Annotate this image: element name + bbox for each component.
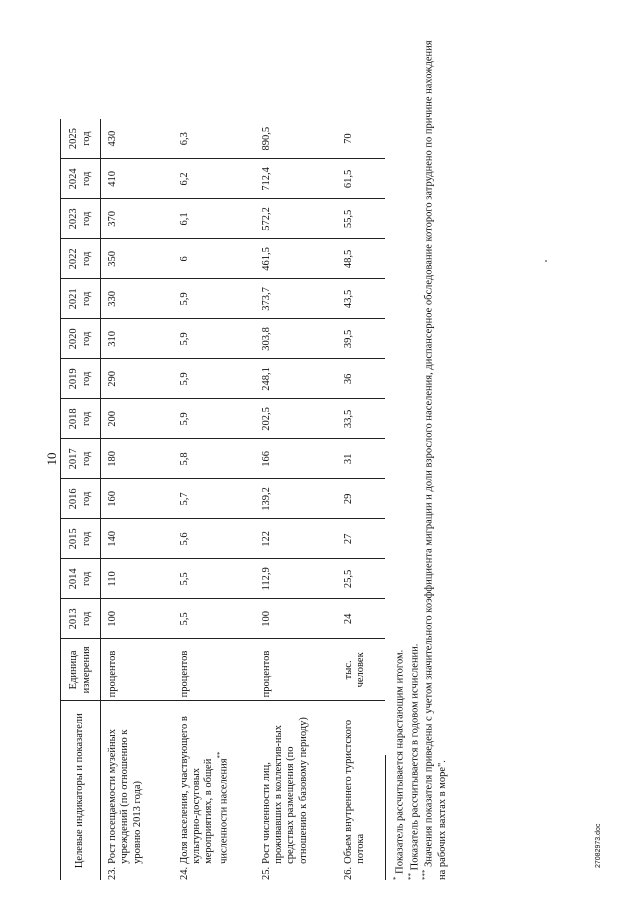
value-cell: 5,5 [173,559,255,599]
value-cell: 122 [255,519,337,559]
footnote-mark: ** [215,751,224,759]
value-cell: 5,9 [173,279,255,319]
value-cell: 202,5 [255,399,337,439]
header-year: 2023 год [61,199,101,239]
value-cell: 461,5 [255,239,337,279]
table-row [255,119,337,880]
value-cell: 6,3 [173,119,255,159]
value-cell: 303,8 [255,319,337,359]
header-indicator: Целевые индикаторы и показатели [61,701,101,880]
value-cell: 43,5 [337,279,385,319]
value-cell: 5,9 [173,359,255,399]
value-cell: 110 [101,559,173,599]
footnote-item: * Показатель рассчитывается нарастающим итогом. [392,649,406,880]
value-cell: 430 [101,119,173,159]
value-cell: 55,5 [337,199,385,239]
footnotes [392,40,449,880]
value-cell: 33,5 [337,399,385,439]
value-cell: 373,7 [255,279,337,319]
table-row [173,119,255,880]
value-cell: 6 [173,239,255,279]
row-number: 26. [342,866,354,880]
header-year: 2025 год [61,119,101,159]
header-year: 2019 год [61,359,101,399]
value-cell: 112,9 [255,559,337,599]
header-year: 2024 год [61,159,101,199]
header-year: 2018 год [61,399,101,439]
unit-cell: тыс. человек [337,639,385,701]
value-cell: 890,5 [255,119,337,159]
value-cell: 5,5 [173,599,255,639]
value-cell: 70 [337,119,385,159]
footnote-item: *** Значения показателя приведены с учетом значительного коэффициента миграции и доли взрослого населения, диспансерное обследование которого затруднено по причине нахождения на рабочих вахтах в море". [421,40,449,880]
header-year: 2020 год [61,319,101,359]
unit-cell: процентов [101,639,173,701]
value-cell: 330 [101,279,173,319]
value-cell: 5,8 [173,439,255,479]
table-row [337,119,385,880]
table-header-row [61,119,101,880]
value-cell: 31 [337,439,385,479]
value-cell: 6,1 [173,199,255,239]
value-cell: 350 [101,239,173,279]
value-cell: 100 [255,599,337,639]
value-cell: 25,5 [337,559,385,599]
value-cell: 310 [101,319,173,359]
header-year: 2015 год [61,519,101,559]
value-cell: 39,5 [337,319,385,359]
value-cell: 5,9 [173,319,255,359]
footnote-divider [385,755,386,880]
indicator-name: Рост численности лиц, проживавших в коллектив-ных средствах размещения (по отношению к базовому периоду) [260,717,309,864]
indicator-name: Рост посещаемости музейных учреждений (по отношению к уровню 2013 года) [107,729,143,864]
value-cell: 180 [101,439,173,479]
rotated-content [60,30,640,880]
value-cell: 24 [337,599,385,639]
footnote-mark: ** [406,873,415,880]
value-cell: 166 [255,439,337,479]
value-cell: 200 [101,399,173,439]
value-cell: 5,7 [173,479,255,519]
unit-cell: процентов [173,639,255,701]
table-row [101,119,173,880]
value-cell: 139,2 [255,479,337,519]
header-year: 2013 год [61,599,101,639]
header-year: 2022 год [61,239,101,279]
value-cell: 29 [337,479,385,519]
footnote-mark: * [392,876,400,880]
header-year: 2021 год [61,279,101,319]
footnote-mark: *** [421,869,430,880]
page-number: 10 [44,452,59,466]
value-cell: 248,1 [255,359,337,399]
value-cell: 5,9 [173,399,255,439]
row-number: 24. [178,866,190,880]
value-cell: 290 [101,359,173,399]
value-cell: 572,2 [255,199,337,239]
scan-speck [545,260,547,262]
unit-cell: процентов [255,639,337,701]
value-cell: 712,4 [255,159,337,199]
header-year: 2017 год [61,439,101,479]
document-id: 27082973.doc [595,823,602,868]
value-cell: 27 [337,519,385,559]
value-cell: 100 [101,599,173,639]
row-number: 25. [260,866,272,880]
indicator-name: Доля населения, участвующего в культурно-досуговых мероприятиях, в общей численности населения** [178,716,230,864]
value-cell: 36 [337,359,385,399]
value-cell: 370 [101,199,173,239]
value-cell: 410 [101,159,173,199]
row-number: 23. [107,866,118,880]
value-cell: 160 [101,479,173,519]
indicators-table [60,119,385,880]
value-cell: 5,6 [173,519,255,559]
header-year: 2016 год [61,479,101,519]
header-unit: Единица измерения [61,639,101,701]
value-cell: 61,5 [337,159,385,199]
value-cell: 140 [101,519,173,559]
value-cell: 6,2 [173,159,255,199]
value-cell: 48,5 [337,239,385,279]
header-year: 2014 год [61,559,101,599]
indicator-name: Объем внутреннего туристского потока [342,719,366,864]
footnote-item: ** Показатель рассчитывается в годовом исчислении. [406,643,421,880]
